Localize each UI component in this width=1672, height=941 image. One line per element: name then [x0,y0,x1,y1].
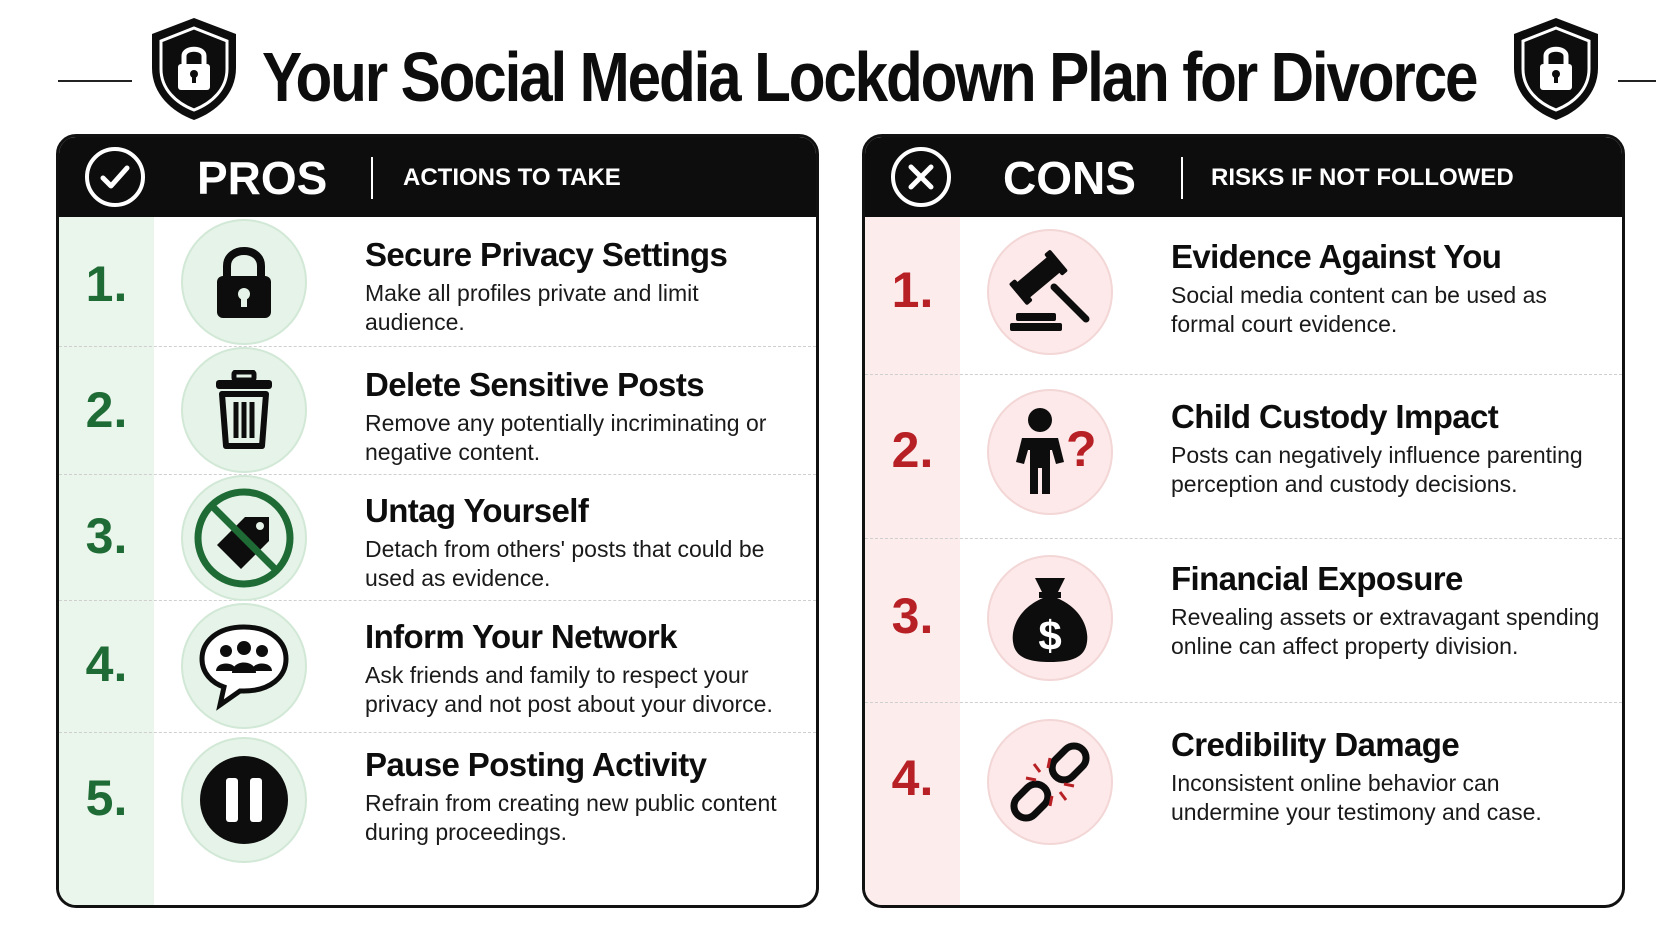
header-rule-left [58,80,132,82]
list-item [59,475,816,601]
item-description: Remove any potentially incriminating or negative content. [365,410,767,465]
item-number: 4. [85,636,128,692]
trash-icon [181,347,307,473]
item-description: Revealing assets or extravagant spending online can affect property division. [1171,604,1600,659]
broken-chain-icon [987,719,1113,845]
group-chat-icon [181,603,307,729]
checkmark-icon [85,147,145,207]
item-number: 3. [891,588,934,644]
list-item [59,733,816,908]
item-description: Posts can negatively influence parenting perception and custody decisions. [1171,442,1583,497]
item-title: Child Custody Impact [1171,398,1499,435]
item-description: Social media content can be used as formal court evidence. [1171,282,1547,337]
item-title: Untag Yourself [365,492,589,529]
item-title: Secure Privacy Settings [365,236,728,273]
pros-title: PROS [197,152,328,204]
item-description: Detach from others' posts that could be used as evidence. [365,536,765,591]
item-number: 2. [85,382,128,438]
page-title: Your Social Media Lockdown Plan for Divorce [262,38,1477,116]
x-icon [891,147,951,207]
item-description: Inconsistent online behavior can undermine your testimony and case. [1171,770,1542,825]
list-item [59,601,816,733]
list-item [865,217,1622,375]
item-number: 3. [85,508,128,564]
shield-lock-icon [146,14,242,124]
cons-title: CONS [1003,152,1136,204]
pause-icon [181,737,307,863]
list-item [59,347,816,475]
list-item [865,375,1622,539]
header-rule-right [1618,80,1656,82]
svg-text:$: $ [1038,612,1062,659]
item-description: Refrain from creating new public content during proceedings. [365,790,777,845]
cons-panel [862,134,1625,908]
item-title: Evidence Against You [1171,238,1502,275]
pros-subtitle: ACTIONS TO TAKE [403,164,621,191]
item-number: 5. [85,770,128,826]
svg-text:?: ? [1066,421,1097,477]
item-title: Credibility Damage [1171,726,1460,763]
item-number: 4. [891,750,934,806]
shield-lock-icon [1508,14,1604,124]
money-bag-icon [987,555,1113,681]
padlock-icon [181,219,307,345]
pros-header [59,137,816,217]
list-item [59,217,816,347]
item-title: Financial Exposure [1171,560,1463,597]
header [0,0,1672,150]
header-divider [1181,157,1183,199]
child-question-icon [987,389,1113,515]
item-title: Delete Sensitive Posts [365,366,704,403]
item-description: Ask friends and family to respect your privacy and not post about your divorce. [365,662,773,717]
item-number: 1. [891,262,934,318]
cons-subtitle: RISKS IF NOT FOLLOWED [1211,164,1514,191]
list-item [865,539,1622,703]
pros-panel [56,134,819,908]
item-description: Make all profiles private and limit audience. [365,280,699,335]
gavel-icon [987,229,1113,355]
cons-header [865,137,1622,217]
item-title: Pause Posting Activity [365,746,707,783]
header-divider [371,157,373,199]
list-item [865,703,1622,908]
item-number: 1. [85,256,128,312]
no-tag-icon [181,475,307,601]
item-title: Inform Your Network [365,618,677,655]
item-number: 2. [891,422,934,478]
